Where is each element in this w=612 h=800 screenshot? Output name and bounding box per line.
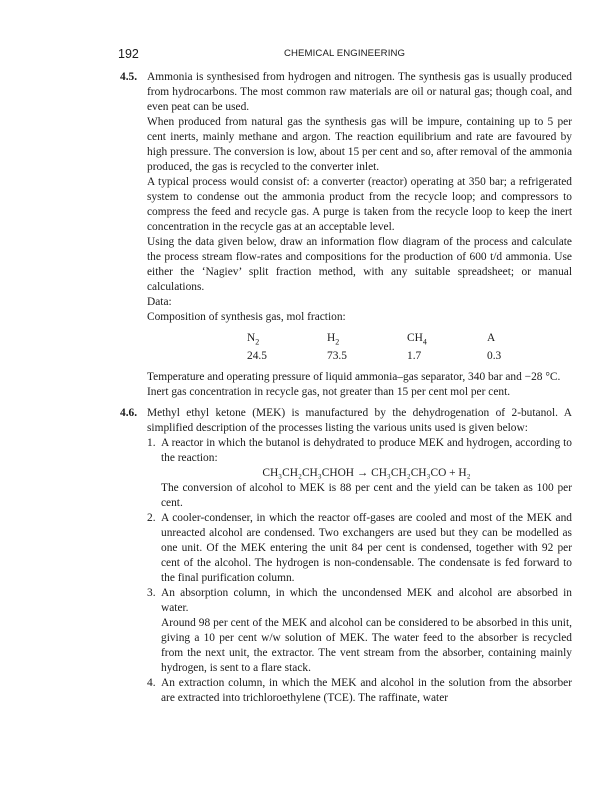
problem-4-5	[121, 70, 572, 400]
paragraph: When produced from natural gas the synthesis gas will be impure, containing up to 5 per cent inerts, mainly methane and argon. The reaction equilibrium and rate are favoured by high pressure. The conversion is low, about 15 per cent and so, after removal of the ammonia produced, the gas is recycled to the converter inlet.	[147, 116, 572, 173]
paragraph: Using the data given below, draw an information flow diagram of the process and calculate the process stream flow-rates and compositions for the production of 600 t/d ammonia. Use either the ‘Nagiev’ split fraction method, with any suitable spreadsheet; or manual calculations.	[147, 236, 572, 293]
problem-number: 4.6.	[120, 407, 138, 420]
composition-label: Composition of synthesis gas, mol fraction:	[147, 311, 346, 323]
paragraph: The conversion of alcohol to MEK is 88 per cent and the yield can be taken as 100 per cent.	[161, 482, 572, 510]
paragraph: Ammonia is synthesised from hydrogen and nitrogen. The synthesis gas is usually produced from hydrocarbons. The most common raw materials are oil or natural gas; though coal, and even peat can be used.	[147, 71, 572, 113]
species-cell: $CH_4$	[407, 332, 427, 347]
paragraph: A typical process would consist of: a converter (reactor) operating at 350 bar; a refrigerated system to condense out the ammonia product from the recycle loop; and compressors to compress the feed and recycle gas. A purge is taken from the recycle loop to keep the inert concentration in the recycle gas at an acceptable level.	[147, 176, 572, 233]
paragraph: Temperature and operating pressure of liquid ammonia–gas separator, 340 bar and −28 °C.	[147, 371, 561, 384]
paragraph: Inert gas concentration in recycle gas, not greater than 15 per cent mol per cent.	[147, 386, 511, 399]
unit-list	[121, 436, 572, 706]
value-cell: 1.7	[407, 350, 422, 363]
list-item: 3. An absorption column, in which the uncondensed MEK and alcohol are absorbed in water. Around 98 per cent of the MEK and alcohol can be considered to be absorbed in this unit, giving a 10 per cent w/w solution of MEK. The water feed to the absorber is recycled from the next unit, the extractor. The vent stream from the absorber, containing mainly hydrogen, is sent to a flare stack.	[147, 587, 572, 675]
species-cell: A	[487, 332, 496, 344]
list-item: 1. A reactor in which the butanol is dehydrated to produce MEK and hydrogen, according to the reaction: CH₃CH₂CH₃CHOH → CH₃CH₂CH₃CO + H₂ The conversion of alcohol to MEK is 88 per cent and the yield can be taken as 100 per cent.	[147, 437, 572, 510]
page-body	[121, 70, 572, 706]
value-cell: 73.5	[327, 350, 347, 363]
composition-table	[247, 331, 567, 364]
running-head: CHEMICAL ENGINEERING	[284, 48, 406, 59]
reaction-equation: CH₃CH₂CH₃CHOH → CH₃CH₂CH₃CO + H₂	[262, 467, 471, 480]
value-row	[247, 349, 567, 364]
data-label: Data:	[147, 296, 172, 308]
species-row	[247, 331, 567, 349]
page-number: 192	[118, 47, 139, 61]
species-cell: $H_2$	[327, 332, 340, 347]
problem-number: 4.5.	[120, 71, 138, 83]
species-cell: $N_2$	[247, 332, 260, 347]
value-cell: 24.5	[247, 350, 267, 363]
list-item: 4. An extraction column, in which the MEK and alcohol in the solution from the absorber are extracted into trichloroethylene (TCE). The raffinate, water	[147, 677, 572, 705]
paragraph: Around 98 per cent of the MEK and alcohol can be considered to be absorbed in this unit, giving a 10 per cent w/w solution of MEK. The water feed to the absorber is recycled from the next unit, the extractor. The vent stream from the absorber, containing mainly hydrogen, is sent to a flare stack.	[161, 617, 572, 675]
problem-4-6	[121, 406, 572, 436]
page-header	[0, 47, 612, 61]
value-cell: 0.3	[487, 350, 502, 363]
list-item: 2. A cooler-condenser, in which the reactor off-gases are cooled and most of the MEK and unreacted alcohol are condensed. Two exchangers are used but they can be modelled as one unit. Of the MEK entering the unit 84 per cent is condensed, together with 92 per cent of the alcohol. The hydrogen is non-condensable. The condensate is fed forward to the final purification column.	[147, 512, 572, 585]
paragraph: Methyl ethyl ketone (MEK) is manufactured by the dehydrogenation of 2-butanol. A simplified description of the processes listing the various units used is given below:	[147, 407, 572, 435]
